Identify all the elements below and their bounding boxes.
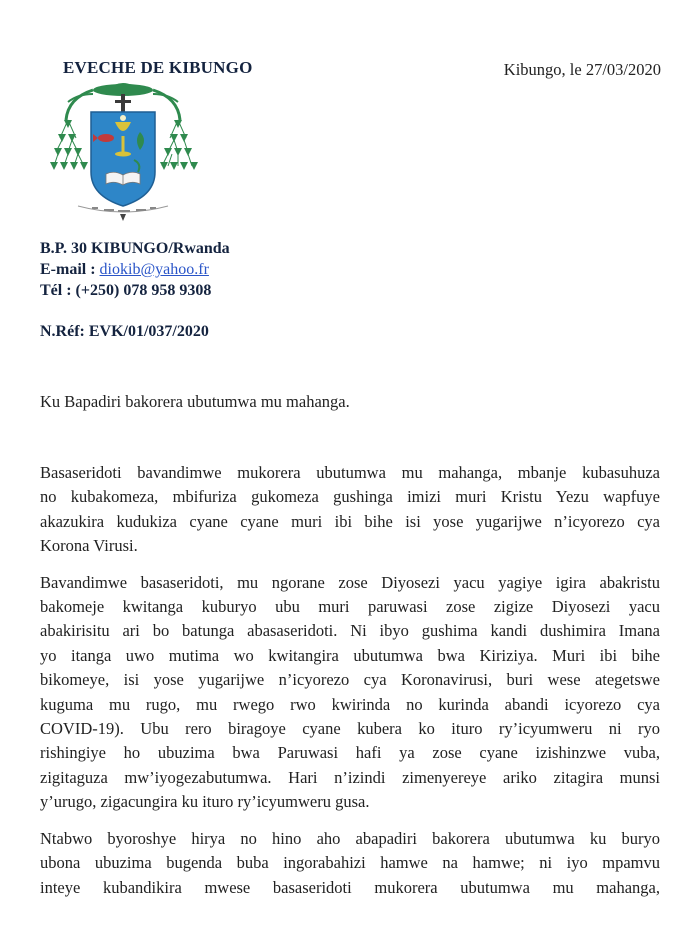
addressee-line: Ku Bapadiri bakorera ubutumwa mu mahanga. xyxy=(40,392,350,411)
text-line: bikomeye, isi yose yugarijwe n’icyorezo cya Koronavirusi, buri wese ategetswe xyxy=(40,670,660,690)
postal-address: B.P. 30 KIBUNGO/Rwanda xyxy=(40,240,230,257)
text-line: bakomeje kwitanga kuburyo ubu muri paruwasi zose zigize Diyosezi yacu xyxy=(40,597,660,617)
text-line: Korona Virusi. xyxy=(40,536,138,556)
diocese-name: EVECHE DE KIBUNGO xyxy=(63,58,253,77)
email-link[interactable]: diokib@yahoo.fr xyxy=(99,261,209,278)
paragraph-2 xyxy=(40,571,660,815)
letter-date: Kibungo, le 27/03/2020 xyxy=(503,60,661,79)
text-line: kuguma mu rugo, mu rwego rwo kwirinda no kurinda abandi icyorezo cya xyxy=(40,694,660,714)
letter-body xyxy=(40,461,660,912)
text-line: ubona ubuzima bugenda buba ingorabahizi hamwe na hamwe; ni iyo mpamvu xyxy=(40,853,660,873)
paragraph-3 xyxy=(40,827,660,900)
text-line: Basaseridoti bavandimwe mukorera ubutumwa mu mahanga, mbanje kubasuhuza xyxy=(40,463,660,482)
text-line: yo itanga uwo mutima wo kwitangira ubutumwa bwa Kiriziya. Muri ibi bihe xyxy=(40,645,660,665)
paragraph-1 xyxy=(40,461,660,559)
text-line: COVID-19). Ubu rero biragoye cyane kubera ko ituro ry’icyumweru ni ryo xyxy=(40,719,660,739)
text-line: rishingiye ho ubuzima bwa Paruwasi hafi ya zose cyane izishinzwe vuba, xyxy=(40,743,660,763)
text-line: y’urugo, zigacungira ku ituro ry’icyumweru gusa. xyxy=(40,792,370,812)
text-line: akazukira kudukiza cyane cyane muri ibi bihe isi yose yugarijwe n’icyorezo cya xyxy=(40,511,660,531)
text-line: inteye kubandikira mwese basaseridoti mukorera ubutumwa mu mahanga, xyxy=(40,877,660,897)
email-row xyxy=(40,259,230,280)
text-line: zigitaguza mw’iyogezabutumwa. Hari n’izindi zimenyereye ariko zitagira munsi xyxy=(40,767,660,787)
telephone: Tél : (+250) 078 958 9308 xyxy=(40,282,212,299)
text-line: Bavandimwe basaseridoti, mu ngorane zose Diyosezi yacu yagiye igira abakristu xyxy=(40,572,660,592)
reference-number: N.Réf: EVK/01/037/2020 xyxy=(40,323,209,340)
text-line: Ntabwo byoroshye hirya no hino aho abapadiri bakorera ubutumwa ku buryo xyxy=(40,828,660,848)
email-label: E-mail : xyxy=(40,261,100,278)
episcopal-coat-of-arms-icon xyxy=(48,80,198,222)
text-line: no kubakomeza, mbifuriza gukomeza gushinga imizi muri Kristu Yezu wapfuye xyxy=(40,487,660,507)
text-line: abakirisitu ari bo batunga abasaseridoti. Ni ibyo gushima kandi dushimira Imana xyxy=(40,621,660,641)
contact-block xyxy=(40,238,230,301)
